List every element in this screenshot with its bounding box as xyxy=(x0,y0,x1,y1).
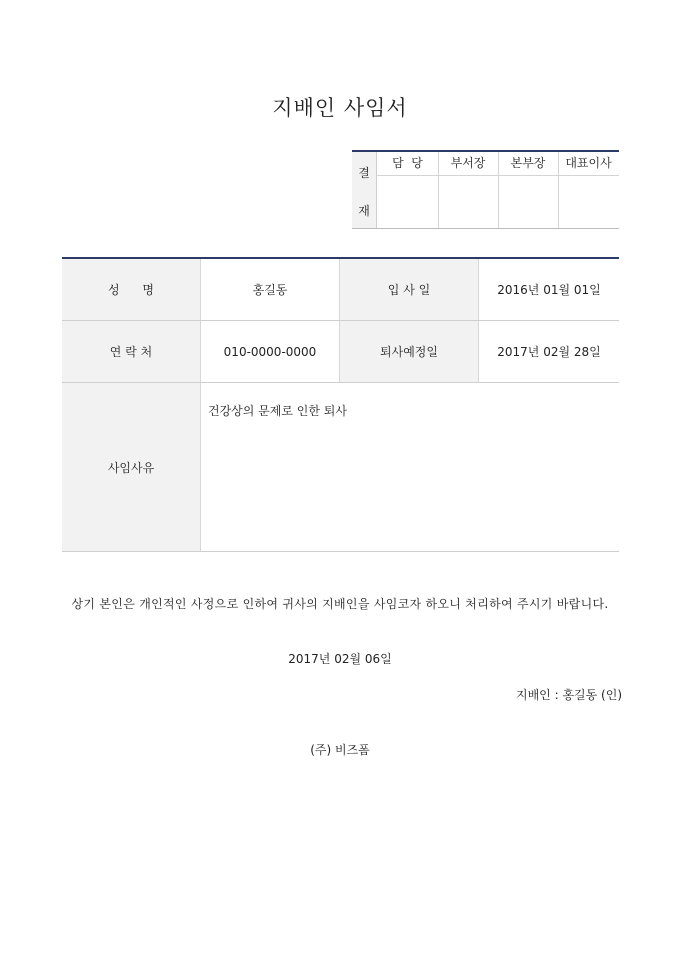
approval-column-ceo xyxy=(558,152,619,228)
signer-line: 지배인 : 홍길동 (인) xyxy=(516,688,622,702)
approval-side-label xyxy=(352,152,377,228)
approval-column-label: 부서장 xyxy=(438,152,498,176)
approval-column-label: 본부장 xyxy=(498,152,558,176)
join-date-label: 입 사 일 xyxy=(340,259,479,320)
table-row xyxy=(62,383,619,552)
name-value: 홍길동 xyxy=(201,259,340,320)
resignation-form-table xyxy=(62,257,619,552)
approval-column-manager xyxy=(377,152,439,228)
table-row xyxy=(62,259,619,321)
submission-date: 2017년 02월 06일 xyxy=(288,652,392,666)
approval-column-division-head xyxy=(498,152,559,228)
document-title: 지배인 사임서 xyxy=(272,96,408,120)
approval-box xyxy=(352,150,619,229)
approval-column-label: 담 당 xyxy=(377,152,438,176)
reason-value: 건강상의 문제로 인한 퇴사 xyxy=(208,404,347,418)
join-date-value: 2016년 01월 01일 xyxy=(497,283,601,297)
leave-date-value: 2017년 02월 28일 xyxy=(497,345,601,359)
reason-label: 사임사유 xyxy=(62,383,201,551)
approval-side-char-1: 결 xyxy=(358,166,370,180)
company-name: (주) 비즈폼 xyxy=(310,743,370,757)
name-label: 성 명 xyxy=(62,259,201,320)
leave-date-label: 퇴사예정일 xyxy=(340,321,479,382)
approval-side-char-2: 재 xyxy=(358,204,370,218)
contact-value: 010-0000-0000 xyxy=(201,321,340,382)
approval-column-label: 대표이사 xyxy=(558,152,619,176)
contact-label: 연 락 처 xyxy=(62,321,201,382)
approval-column-department-head xyxy=(438,152,499,228)
table-row xyxy=(62,321,619,383)
resignation-statement: 상기 본인은 개인적인 사정으로 인하여 귀사의 지배인을 사임코자 하오니 처리하여 주시기 바랍니다. xyxy=(71,597,609,611)
